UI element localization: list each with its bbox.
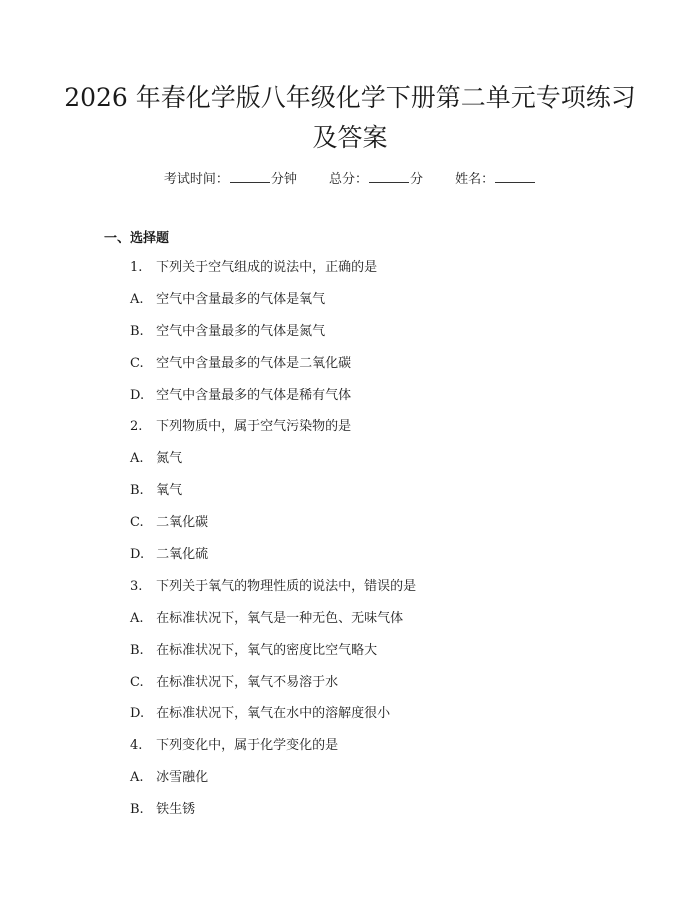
answer-option — [130, 641, 416, 673]
answer-option — [130, 290, 416, 322]
question-list — [130, 258, 416, 832]
answer-option — [130, 673, 416, 705]
answer-option — [130, 386, 416, 418]
option-text: 冰雪融化 — [156, 770, 209, 786]
student-name — [455, 168, 536, 190]
option-text: 在标准状况下，氧气是一种无色、无味气体 — [156, 610, 404, 626]
option-letter: A. — [130, 610, 144, 626]
total-score — [329, 168, 423, 190]
exam-time-blank — [230, 168, 270, 183]
option-text: 在标准状况下，氧气的密度比空气略大 — [156, 642, 378, 658]
question-stem — [130, 258, 416, 290]
option-text: 在标准状况下，氧气不易溶于水 — [156, 674, 339, 690]
exam-info-row — [0, 168, 700, 190]
total-score-unit: 分 — [410, 172, 424, 187]
answer-option — [130, 513, 416, 545]
question-text: 下列关于空气组成的说法中，正确的是 — [156, 260, 378, 275]
question-stem — [130, 736, 416, 768]
question-stem — [130, 577, 416, 609]
option-letter: B. — [130, 642, 144, 658]
exam-time-label: 考试时间： — [163, 172, 229, 187]
option-letter: D. — [130, 387, 145, 403]
student-name-blank — [495, 168, 535, 183]
option-letter: C. — [130, 674, 144, 690]
question-number: 3. — [130, 578, 143, 594]
option-text: 氧气 — [156, 483, 183, 499]
option-letter: D. — [130, 706, 145, 722]
question-number: 4. — [130, 738, 143, 754]
student-name-label: 姓名： — [455, 172, 495, 187]
exam-time-unit: 分钟 — [270, 172, 297, 187]
total-score-blank — [369, 168, 409, 183]
page-title: 2026 年春化学版八年级化学下册第二单元专项练习及答案 — [64, 83, 636, 152]
option-letter: C. — [130, 515, 144, 531]
option-letter: D. — [130, 547, 145, 563]
answer-option — [130, 768, 416, 800]
question-number: 1. — [130, 260, 143, 275]
answer-option — [130, 354, 416, 386]
option-letter: A. — [130, 770, 144, 786]
answer-option — [130, 704, 416, 736]
answer-option — [130, 322, 416, 354]
question-text: 下列变化中，属于化学变化的是 — [156, 738, 339, 754]
option-letter: B. — [130, 483, 144, 499]
option-text: 空气中含量最多的气体是氮气 — [156, 323, 326, 339]
exam-time — [164, 168, 297, 190]
option-text: 氮气 — [156, 451, 183, 467]
option-text: 空气中含量最多的气体是稀有气体 — [156, 387, 352, 403]
question-text: 下列关于氧气的物理性质的说法中，错误的是 — [156, 578, 417, 594]
option-letter: A. — [130, 451, 144, 467]
question-text: 下列物质中，属于空气污染物的是 — [156, 419, 352, 435]
option-text: 二氧化碳 — [156, 515, 209, 531]
answer-option — [130, 800, 416, 832]
answer-option — [130, 609, 416, 641]
option-text: 空气中含量最多的气体是氧气 — [156, 291, 326, 307]
question-number: 2. — [130, 419, 143, 435]
option-text: 铁生锈 — [156, 802, 196, 818]
total-score-label: 总分： — [328, 172, 368, 187]
option-letter: B. — [130, 802, 144, 818]
option-text: 空气中含量最多的气体是二氧化碳 — [156, 355, 352, 371]
answer-option — [130, 481, 416, 513]
option-letter: B. — [130, 323, 144, 339]
section-title: 一、选择题 — [104, 231, 170, 246]
answer-option — [130, 545, 416, 577]
option-text: 在标准状况下，氧气在水中的溶解度很小 — [156, 706, 391, 722]
option-letter: C. — [130, 355, 144, 371]
answer-option — [130, 449, 416, 481]
option-text: 二氧化硫 — [156, 547, 209, 563]
option-letter: A. — [130, 291, 144, 307]
question-stem — [130, 417, 416, 449]
